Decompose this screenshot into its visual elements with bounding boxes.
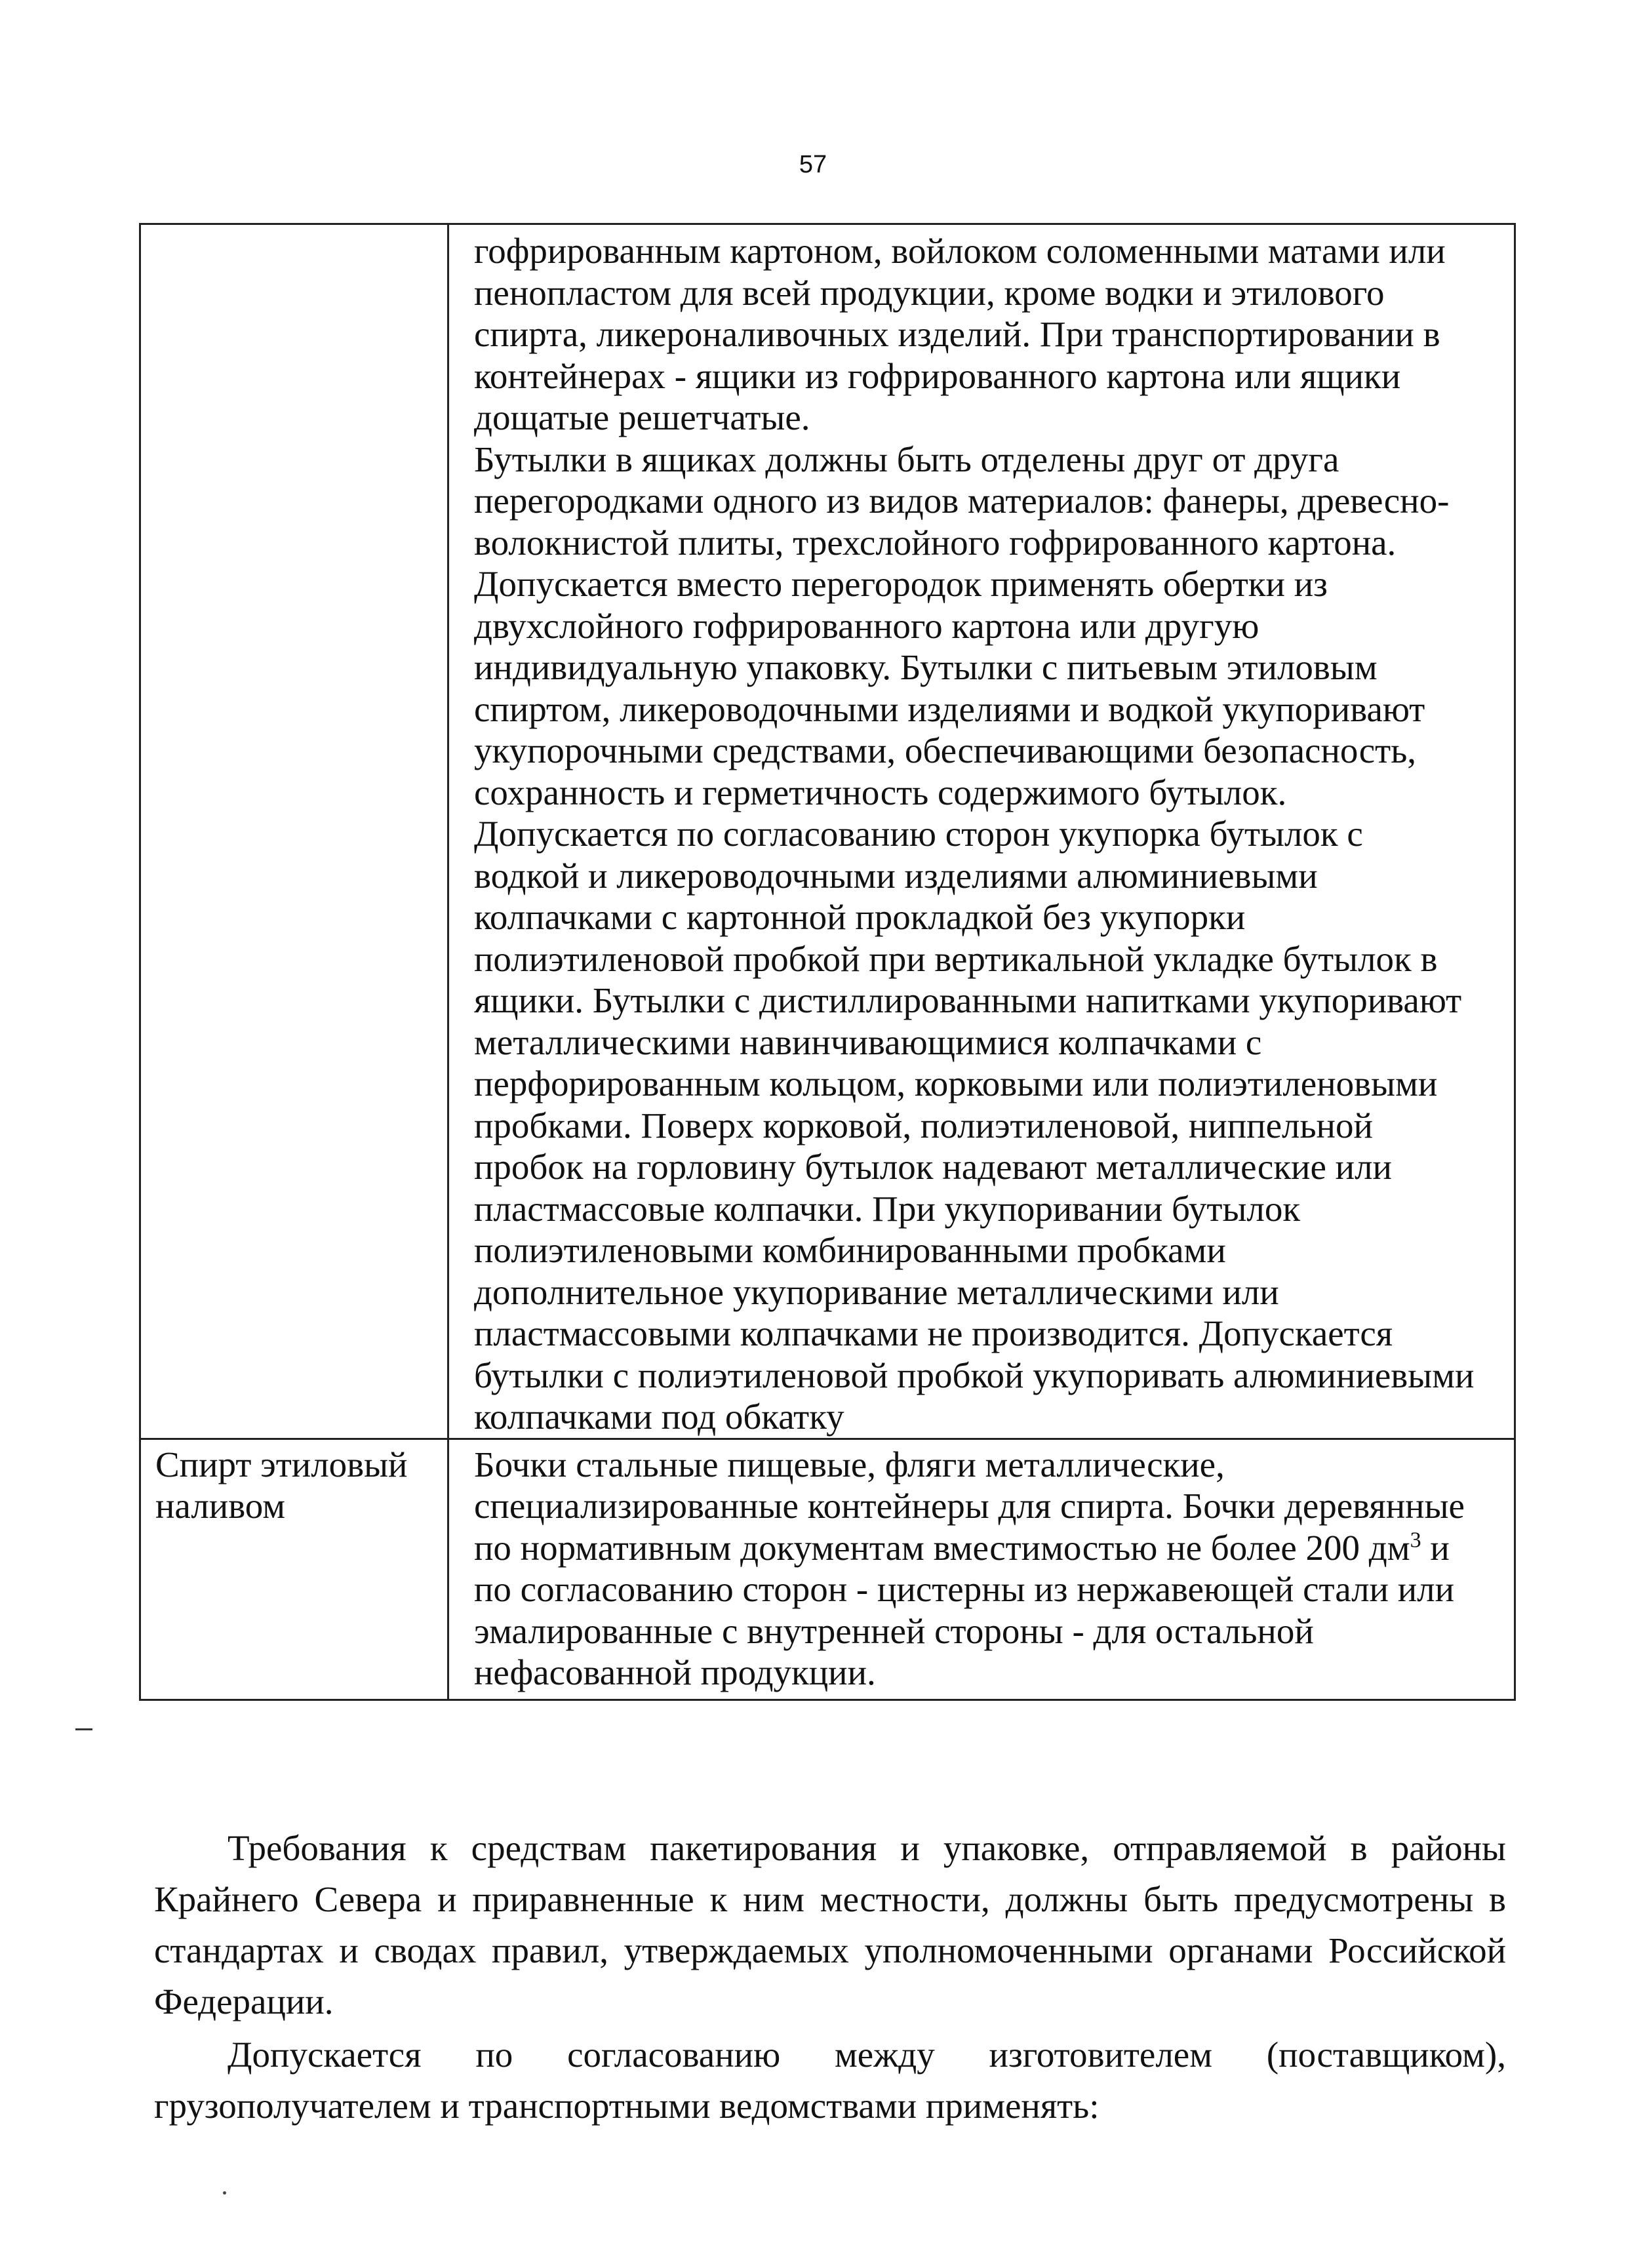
- body-paragraph: [154, 2029, 1506, 2132]
- packaging-cell: [448, 224, 1515, 1439]
- cell-line: по согласованию сторон - цистерны из нержавеющей стали или: [474, 1569, 1455, 1609]
- cell-line: дощатые решетчатые.: [474, 397, 810, 437]
- cell-line: эмалированные с внутренней стороны - для остальной: [474, 1610, 1314, 1651]
- cell-line: пенопластом для всей продукции, кроме водки и этилового: [474, 272, 1385, 313]
- product-name-line: Спирт этиловый: [155, 1444, 408, 1484]
- cell-line: перегородками одного из видов материалов: фанеры, древесно-: [474, 481, 1450, 521]
- cell-line: укупорочными средствами, обеспечивающими безопасность,: [474, 730, 1417, 770]
- cell-line: [474, 1527, 1514, 1569]
- table-row: [140, 224, 1515, 1439]
- cell-line: пробками. Поверх корковой, полиэтиленовой, ниппельной: [474, 1105, 1373, 1145]
- cell-line: пластмассовыми колпачками не производится. Допускается: [474, 1313, 1393, 1353]
- cell-line: Бутылки в ящиках должны быть отделены друг от друга: [474, 439, 1339, 479]
- cell-line: ящики. Бутылки с дистиллированными напитками укупоривают: [474, 980, 1462, 1020]
- paragraph-text: Требования к средствам пакетирования и упаковке, отправляемой в районы Крайнего Севера и приравненные к ним местности, должны быть предусмотрены в стандартах и сводах правил, утверждаемых уполномоченными органами Российской Федерации.: [154, 1828, 1506, 2021]
- cell-line: нефасованной продукции.: [474, 1652, 876, 1692]
- cell-line: перфорированным кольцом, корковыми или полиэтиленовыми: [474, 1064, 1438, 1104]
- cell-line: полиэтиленовыми комбинированными пробками: [474, 1230, 1226, 1270]
- paragraph-text: Допускается по согласованию между изготовителем (поставщиком), грузополучателем и транспортными ведомствами применять:: [154, 2035, 1506, 2126]
- cell-line: бутылки с полиэтиленовой пробкой укупоривать алюминиевыми: [474, 1355, 1475, 1395]
- cell-line: Допускается по согласованию сторон укупорка бутылок с: [474, 814, 1363, 854]
- cell-line: пробок на горловину бутылок надевают металлические или: [474, 1147, 1392, 1187]
- cell-line: металлическими навинчивающимися колпачками с: [474, 1022, 1262, 1062]
- cell-line: Допускается вместо перегородок применять обертки из: [474, 564, 1328, 604]
- cell-line: гофрированным картоном, войлоком соломенными матами или: [474, 231, 1446, 271]
- cell-line: спирта, ликероналивочных изделий. При транспортировании в: [474, 314, 1440, 354]
- cell-line: водкой и ликероводочными изделиями алюминиевыми: [474, 855, 1318, 896]
- cell-line: пластмассовые колпачки. При укупоривании бутылок: [474, 1188, 1301, 1229]
- product-cell: [140, 1439, 448, 1700]
- cell-line: колпачками под обкатку: [474, 1397, 844, 1437]
- cell-line: спиртом, ликероводочными изделиями и водкой укупоривают: [474, 688, 1425, 729]
- packaging-table: [139, 223, 1516, 1701]
- volume-text: по нормативным документам вместимостью не более 200 дм: [474, 1527, 1410, 1568]
- cell-line: волокнистой плиты, трехслойного гофрированного картона.: [474, 522, 1397, 563]
- cell-line: дополнительное укупоривание металлическими или: [474, 1271, 1279, 1312]
- cell-line: колпачками с картонной прокладкой без укупорки: [474, 897, 1246, 937]
- cell-line: индивидуальную упаковку. Бутылки с питьевым этиловым: [474, 647, 1378, 687]
- cell-line: контейнерах - ящики из гофрированного картона или ящики: [474, 355, 1401, 396]
- margin-dash-mark: [75, 1728, 92, 1730]
- packaging-cell: [448, 1439, 1515, 1700]
- cell-line: полиэтиленовой пробкой при вертикальной укладке бутылок в: [474, 938, 1438, 979]
- unit-superscript: 3: [1410, 1528, 1421, 1553]
- body-paragraph: [154, 1823, 1506, 2027]
- cell-line: Бочки стальные пищевые, фляги металлические,: [474, 1444, 1225, 1484]
- scan-dot-mark: [223, 2191, 226, 2195]
- cell-line: специализированные контейнеры для спирта. Бочки деревянные: [474, 1486, 1465, 1526]
- page-number: 57: [799, 151, 827, 178]
- product-name-line: наливом: [155, 1486, 286, 1526]
- volume-text-end: и: [1421, 1527, 1450, 1568]
- cell-line: сохранность и герметичность содержимого бутылок.: [474, 772, 1287, 812]
- product-cell: [140, 224, 448, 1439]
- cell-line: двухслойного гофрированного картона или другую: [474, 605, 1259, 646]
- table-row: [140, 1439, 1515, 1700]
